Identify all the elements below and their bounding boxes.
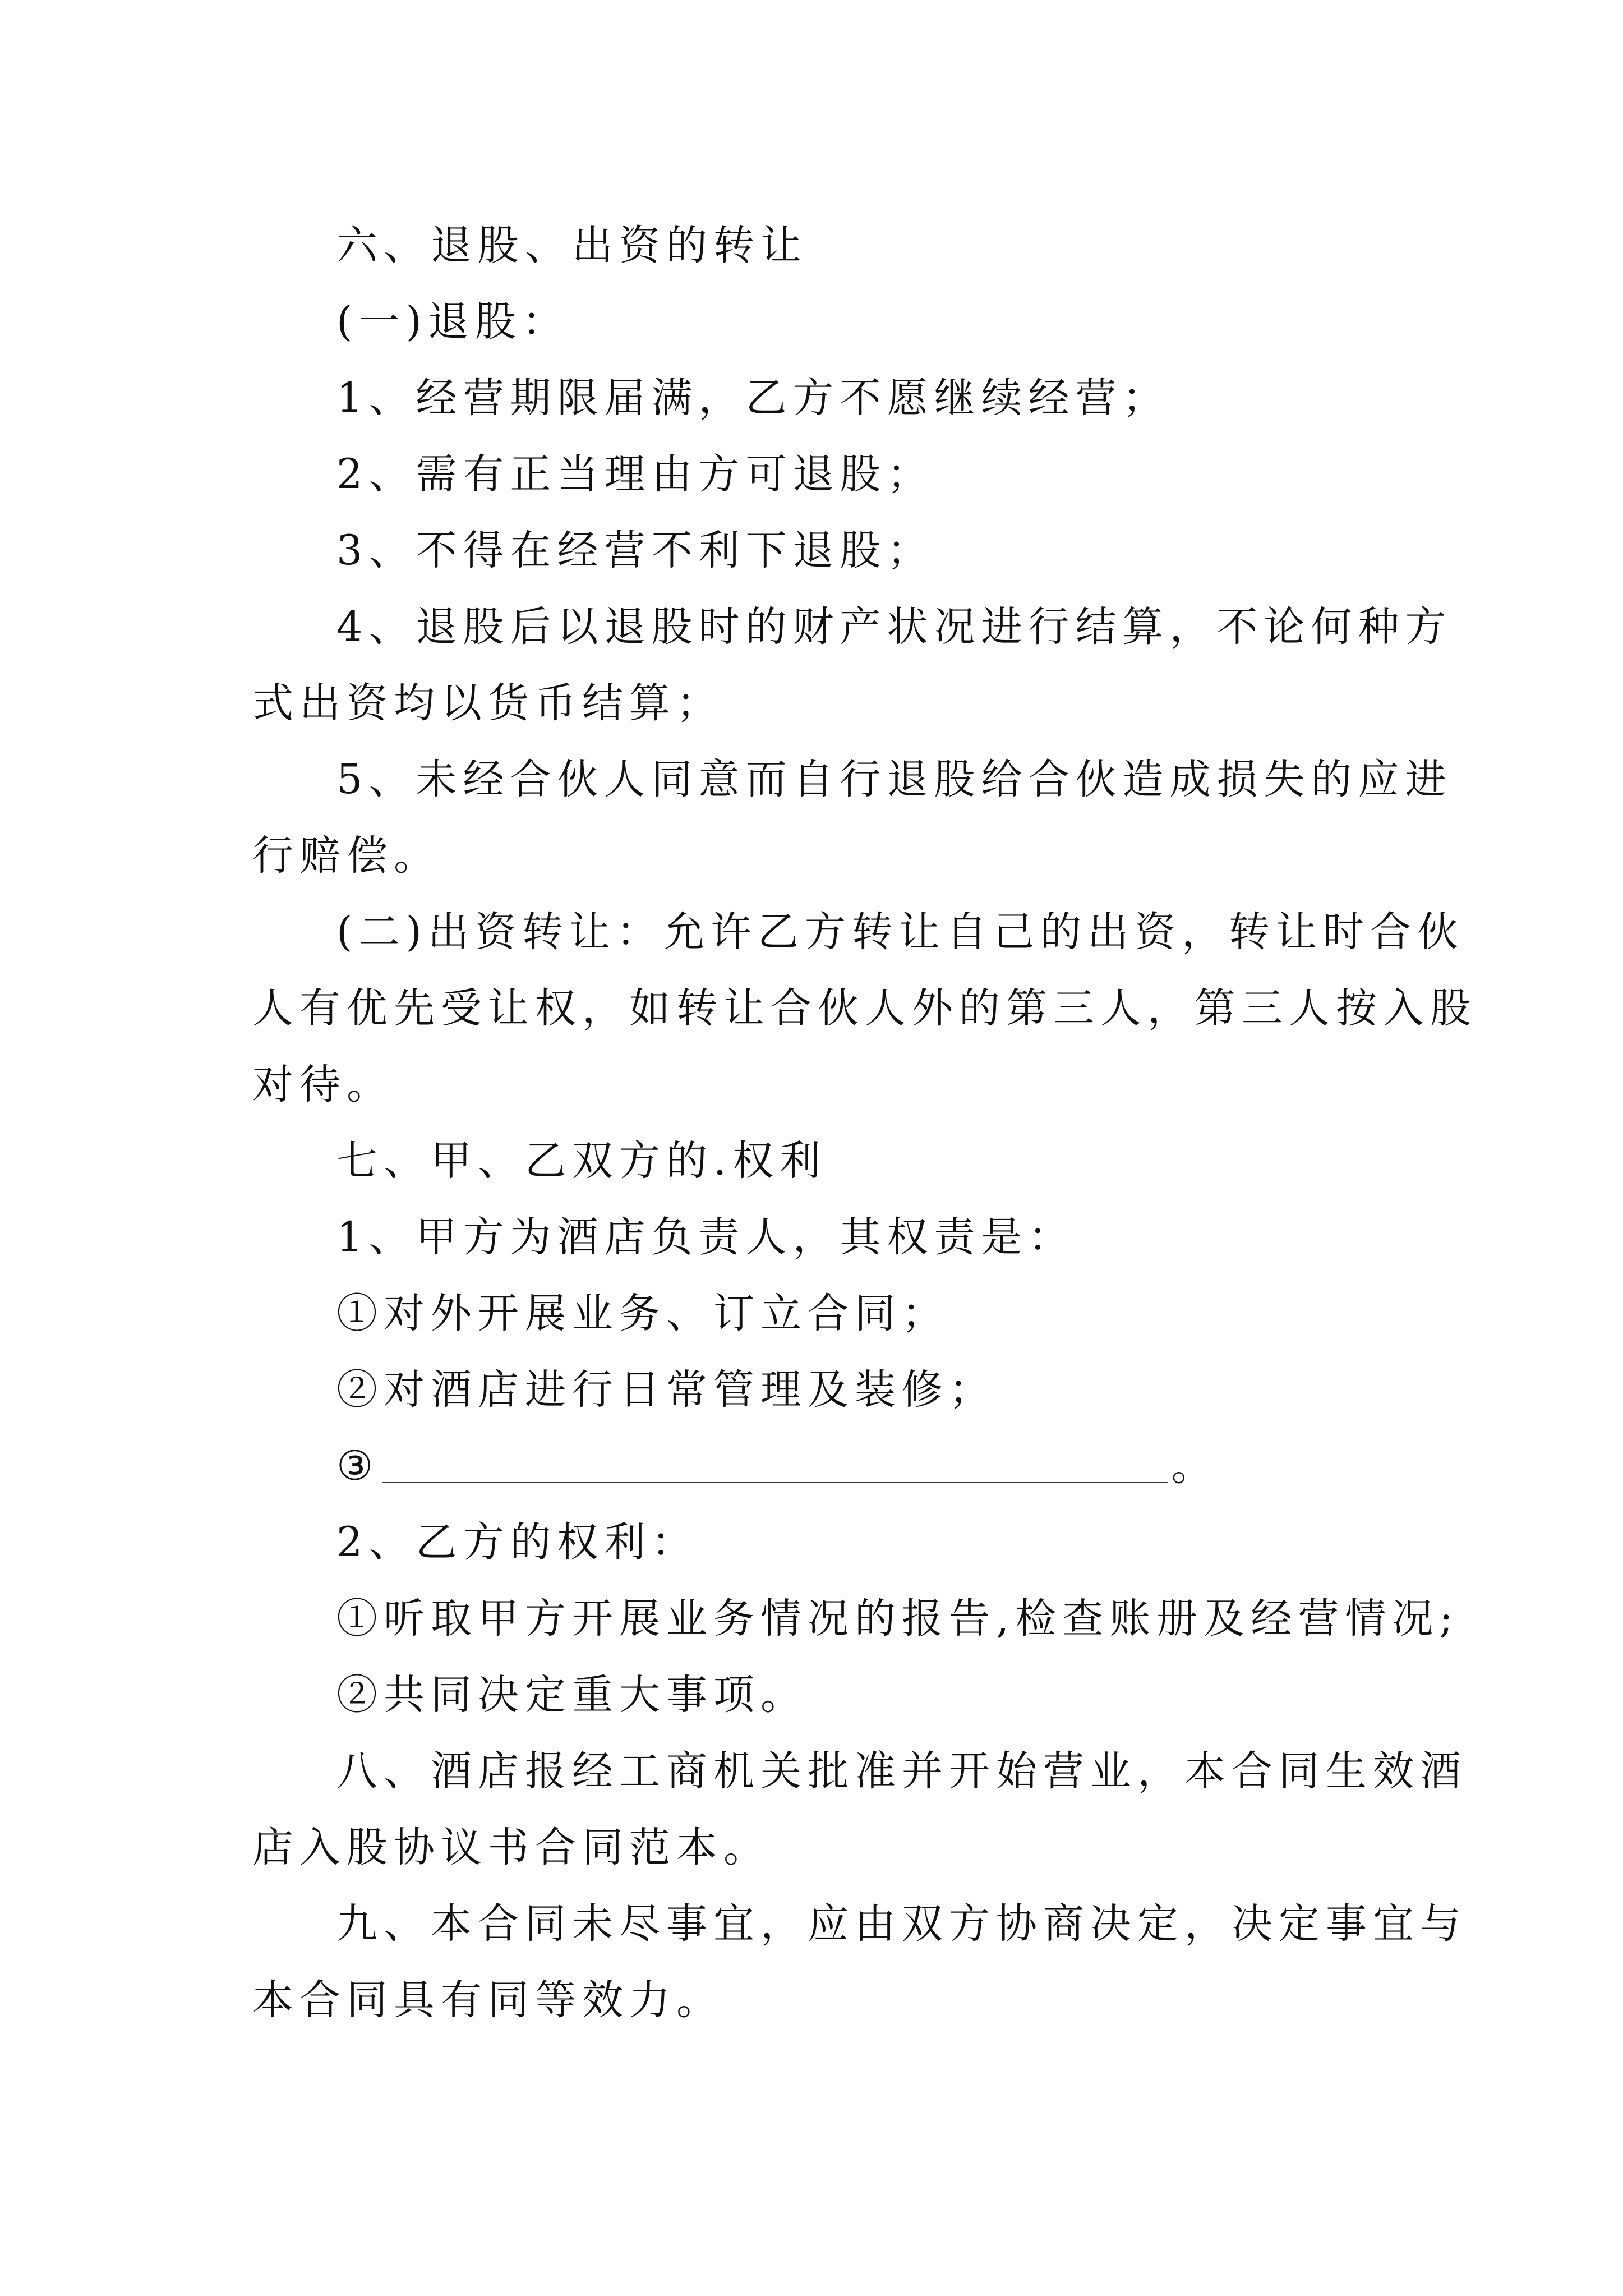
section-8-line-2: 店入股协议书合同范本。 bbox=[252, 1824, 771, 1871]
withdrawal-subheading: (一)退股： bbox=[336, 298, 569, 346]
party-a-item-3 bbox=[252, 1428, 1385, 1504]
capital-transfer-line-3: 对待。 bbox=[252, 1061, 394, 1108]
party-b-item-2: ②共同决定重大事项。 bbox=[336, 1671, 808, 1719]
party-b-heading: 2、乙方的权利： bbox=[336, 1519, 699, 1566]
party-a-item-3-marker: ③ bbox=[336, 1442, 380, 1490]
section-7-heading: 七、甲、乙双方的.权利 bbox=[336, 1137, 827, 1185]
withdrawal-item-5-line-1: 5、未经合伙人同意而自行退股给合伙造成损失的应进 bbox=[336, 756, 1453, 803]
section-8-line-1: 八、酒店报经工商机关批准并开始营业，本合同生效酒 bbox=[336, 1747, 1467, 1795]
fill-in-blank-line bbox=[382, 1482, 1168, 1483]
party-a-item-1: ①对外开展业务、订立合同； bbox=[336, 1290, 949, 1337]
withdrawal-item-3: 3、不得在经营不利下退股； bbox=[336, 527, 934, 574]
withdrawal-item-4-line-2: 式出资均以货币结算； bbox=[252, 679, 723, 727]
withdrawal-item-1: 1、经营期限届满，乙方不愿继续经营； bbox=[336, 374, 1170, 422]
capital-transfer-line-2: 人有优先受让权，如转让合伙人外的第三人，第三人按入股 bbox=[252, 984, 1477, 1032]
party-b-item-1: ①听取甲方开展业务情况的报告,检查账册及经营情况; bbox=[336, 1595, 1459, 1642]
withdrawal-item-4-line-1: 4、退股后以退股时的财产状况进行结算，不论何种方 bbox=[336, 603, 1453, 651]
capital-transfer-line-1: (二)出资转让：允许乙方转让自己的出资，转让时合伙 bbox=[336, 908, 1464, 956]
party-a-item-3-end: 。 bbox=[1171, 1442, 1219, 1490]
withdrawal-item-2: 2、需有正当理由方可退股； bbox=[336, 450, 934, 498]
withdrawal-item-5-line-2: 行赔偿。 bbox=[252, 832, 441, 880]
party-a-item-2: ②对酒店进行日常管理及装修； bbox=[336, 1366, 996, 1414]
party-a-heading: 1、甲方为酒店负责人，其权责是： bbox=[336, 1213, 1076, 1261]
section-6-heading: 六、退股、出资的转让 bbox=[336, 222, 808, 269]
section-9-line-1: 九、本合同未尽事宜，应由双方协商决定，决定事宜与 bbox=[336, 1900, 1467, 1948]
section-9-line-2: 本合同具有同等效力。 bbox=[252, 1976, 723, 2024]
document-body bbox=[252, 208, 1477, 2039]
